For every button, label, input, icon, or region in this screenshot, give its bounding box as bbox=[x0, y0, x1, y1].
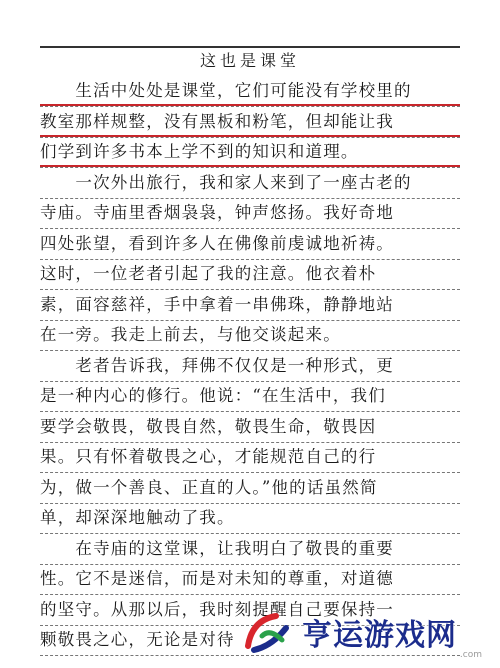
essay-line: 的坚守。从那以后，我时刻提醒自己要保持一 bbox=[40, 595, 460, 626]
essay-line: 们学到许多书本上学不到的知识和道理。 bbox=[40, 137, 460, 168]
essay-line: 老者告诉我，拜佛不仅仅是一种形式，更 bbox=[40, 351, 460, 382]
essay-line: 要学会敬畏，敬畏自然，敬畏生命，敬畏因 bbox=[40, 412, 460, 443]
brand-logo-icon bbox=[242, 606, 294, 658]
watermark-brand: 亨运游戏网 bbox=[302, 618, 457, 653]
essay-line: 教室那样规整，没有黑板和粉笔，但却能让我 bbox=[40, 107, 460, 138]
essay-line: 这时，一位老者引起了我的注意。他衣着朴 bbox=[40, 259, 460, 290]
essay-line: 果。只有怀着敬畏之心，才能规范自己的行 bbox=[40, 442, 460, 473]
essay-line: 四处张望，看到许多人在佛像前虔诚地祈祷。 bbox=[40, 229, 460, 260]
essay-line: 单，却深深地触动了我。 bbox=[40, 503, 460, 534]
essay-line: 寺庙。寺庙里香烟袅袅，钟声悠扬。我好奇地 bbox=[40, 198, 460, 229]
essay-line: 颗敬畏之心，无论是对待 bbox=[40, 625, 460, 656]
essay-line: 生活中处处是课堂，它们可能没有学校里的 bbox=[40, 76, 460, 107]
essay-title: 这也是课堂 bbox=[199, 51, 300, 70]
essay-line: 素，面容慈祥，手中拿着一串佛珠，静静地站 bbox=[40, 290, 460, 321]
essay-line: 一次外出旅行，我和家人来到了一座古老的 bbox=[40, 168, 460, 199]
essay-line: 是一种内心的修行。他说：“在生活中，我们 bbox=[40, 381, 460, 412]
essay-line: 性。它不是迷信，而是对未知的尊重，对道德 bbox=[40, 564, 460, 595]
essay-line: 在寺庙的这堂课，让我明白了敬畏的重要 bbox=[40, 534, 460, 565]
essay-line: 为，做一个善良、正直的人。”他的话虽然简 bbox=[40, 473, 460, 504]
essay-line: 在一旁。我走上前去，与他交谈起来。 bbox=[40, 320, 460, 351]
watermark-suffix: .com bbox=[459, 650, 482, 660]
site-watermark bbox=[242, 602, 492, 662]
